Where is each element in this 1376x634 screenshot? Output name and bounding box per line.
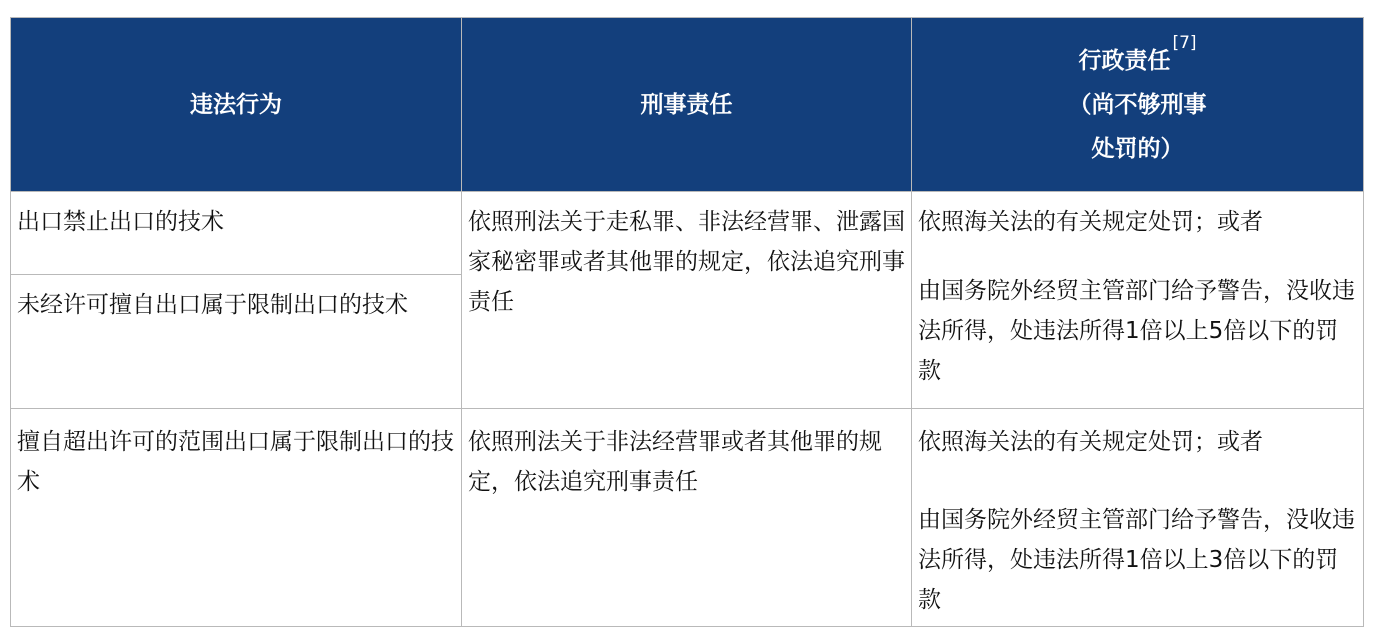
admin-penalty-fine: 由国务院外经贸主管部门给予警告，没收违法所得，处违法所得1倍以上5倍以下的罚款 <box>918 278 1355 384</box>
behavior-text: 未经许可擅自出口属于限制出口的技术 <box>17 292 408 318</box>
penalty-table <box>10 17 1364 627</box>
admin-penalty-customs: 依照海关法的有关规定处罚；或者 <box>918 209 1263 235</box>
criminal-liability-text: 依照刑法关于非法经营罪或者其他罪的规定，依法追究刑事责任 <box>468 429 882 495</box>
header-admin-label-line2: （尚不够刑事 <box>1068 91 1207 118</box>
table-body <box>11 192 1364 627</box>
header-behavior-label: 违法行为 <box>190 91 282 118</box>
header-administrative-liability <box>912 18 1364 192</box>
administrative-liability-cell <box>912 409 1364 627</box>
behavior-cell <box>11 192 462 275</box>
table-header <box>11 18 1364 192</box>
admin-penalty-customs: 依照海关法的有关规定处罚；或者 <box>918 429 1263 455</box>
behavior-text: 擅自超出许可的范围出口属于限制出口的技术 <box>17 429 454 495</box>
table-row <box>11 409 1364 627</box>
admin-penalty-fine: 由国务院外经贸主管部门给予警告，没收违法所得，处违法所得1倍以上3倍以下的罚款 <box>918 507 1355 613</box>
footnote-reference[interactable]: [7] <box>1172 32 1197 53</box>
header-admin-label-line1: 行政责任 <box>1078 47 1171 74</box>
header-criminal-label: 刑事责任 <box>640 91 733 118</box>
criminal-liability-cell <box>462 409 912 627</box>
criminal-liability-cell <box>462 192 912 409</box>
header-behavior <box>11 18 462 192</box>
administrative-liability-cell <box>912 192 1364 409</box>
header-admin-label-line3: 处罚的） <box>1091 135 1184 162</box>
criminal-liability-text: 依照刑法关于走私罪、非法经营罪、泄露国家秘密罪或者其他罪的规定，依法追究刑事责任 <box>468 209 905 315</box>
behavior-cell <box>11 409 462 627</box>
behavior-cell <box>11 275 462 409</box>
header-criminal-liability <box>462 18 912 192</box>
behavior-text: 出口禁止出口的技术 <box>17 209 224 235</box>
table-row <box>11 192 1364 275</box>
header-row <box>11 18 1364 192</box>
